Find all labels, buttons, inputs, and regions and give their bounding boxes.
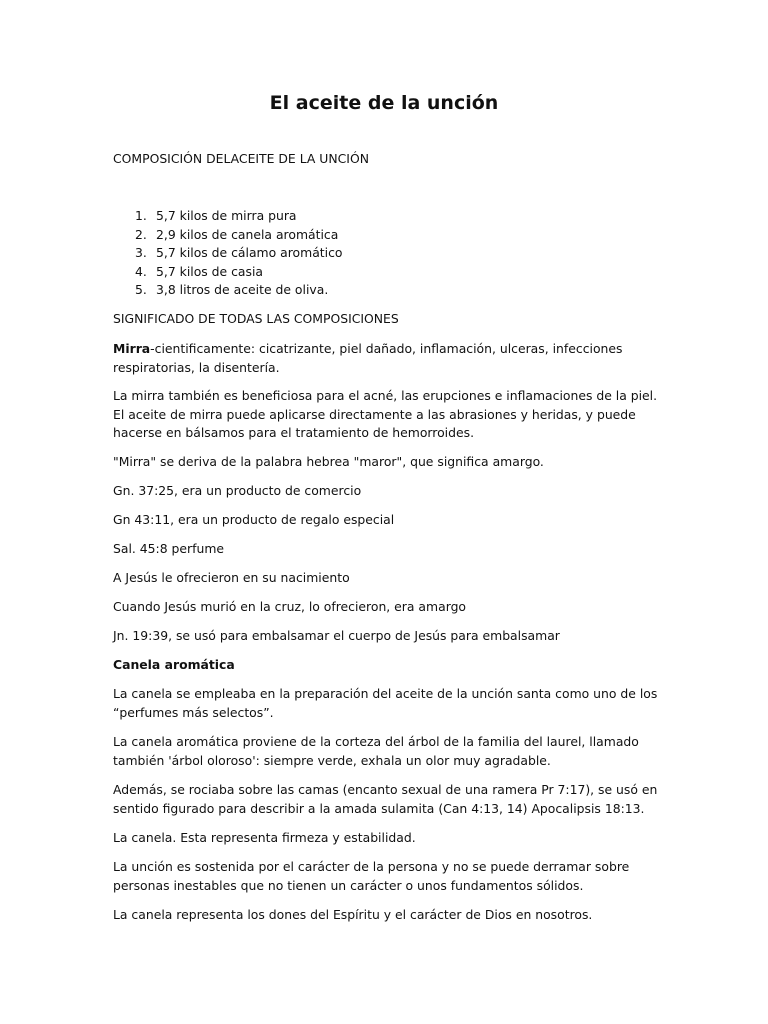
list-item-text: 5,7 kilos de casia [156, 263, 264, 279]
list-item-number: 1. [135, 208, 147, 223]
mirra-text: -cientificamente: cicatrizante, piel dañado, inflamación, ulceras, infecciones respiratorias, la disentería. [113, 341, 623, 375]
paragraph: Jn. 19:39, se usó para embalsamar el cuerpo de Jesús para embalsamar [113, 628, 560, 643]
section-heading-canela: Canela aromática [113, 657, 235, 672]
paragraph: La canela se empleaba en la preparación del aceite de la unción santa como uno de los “perfumes más selectos”. [113, 686, 658, 720]
list-item [113, 263, 343, 282]
ingredients-list [113, 207, 343, 300]
list-item-number: 5. [135, 282, 147, 298]
list-item-number: 2. [135, 226, 147, 242]
mirra-label: Mirra [113, 341, 151, 356]
list-item [113, 244, 343, 263]
paragraph: A Jesús le ofrecieron en su nacimiento [113, 570, 350, 585]
paragraph: Sal. 45:8 perfume [113, 541, 225, 556]
section-heading-meaning: SIGNIFICADO DE TODAS LAS COMPOSICIONES [113, 311, 399, 326]
list-item-text: 5,7 kilos de mirra pura [156, 208, 297, 223]
paragraph: La canela. Esta representa firmeza y estabilidad. [113, 830, 416, 845]
list-item-text: 2,9 kilos de canela aromática [156, 226, 339, 242]
mirra-paragraph [113, 340, 658, 377]
paragraph: Cuando Jesús murió en la cruz, lo ofrecieron, era amargo [113, 599, 467, 614]
paragraph: Gn. 37:25, era un producto de comercio [113, 483, 362, 498]
paragraph: La canela representa los dones del Espíritu y el carácter de Dios en nosotros. [113, 907, 593, 922]
list-item-text: 5,7 kilos de cálamo aromático [156, 245, 343, 261]
section-heading-composition: COMPOSICIÓN DELACEITE DE LA UNCIÓN [113, 151, 369, 166]
paragraph: Gn 43:11, era un producto de regalo especial [113, 512, 395, 527]
paragraph: Además, se rociaba sobre las camas (encanto sexual de una ramera Pr 7:17), se usó en sentido figurado para describir a la amada sulamita (Can 4:13, 14) Apocalipsis 18:13. [113, 782, 658, 816]
list-item-number: 3. [135, 245, 147, 261]
list-item [113, 207, 343, 226]
paragraph: La canela aromática proviene de la corteza del árbol de la familia del laurel, llamado también 'árbol oloroso': siempre verde, exhala un olor muy agradable. [113, 734, 639, 768]
document-title: El aceite de la unción [269, 92, 499, 114]
paragraph: La mirra también es beneficiosa para el acné, las erupciones e inflamaciones de la piel. El aceite de mirra puede aplicarse directamente a las abrasiones y heridas, y puede hacerse en bálsamos para el tratamiento de hemorroides. [113, 388, 658, 440]
paragraph: "Mirra" se deriva de la palabra hebrea "maror", que significa amargo. [113, 454, 544, 469]
list-item-number: 4. [135, 263, 147, 279]
paragraph: La unción es sostenida por el carácter de la persona y no se puede derramar sobre personas inestables que no tienen un carácter o unos fundamentos sólidos. [113, 859, 630, 893]
list-item [113, 226, 343, 245]
list-item-text: 3,8 litros de aceite de oliva. [156, 282, 329, 298]
list-item [113, 281, 343, 300]
